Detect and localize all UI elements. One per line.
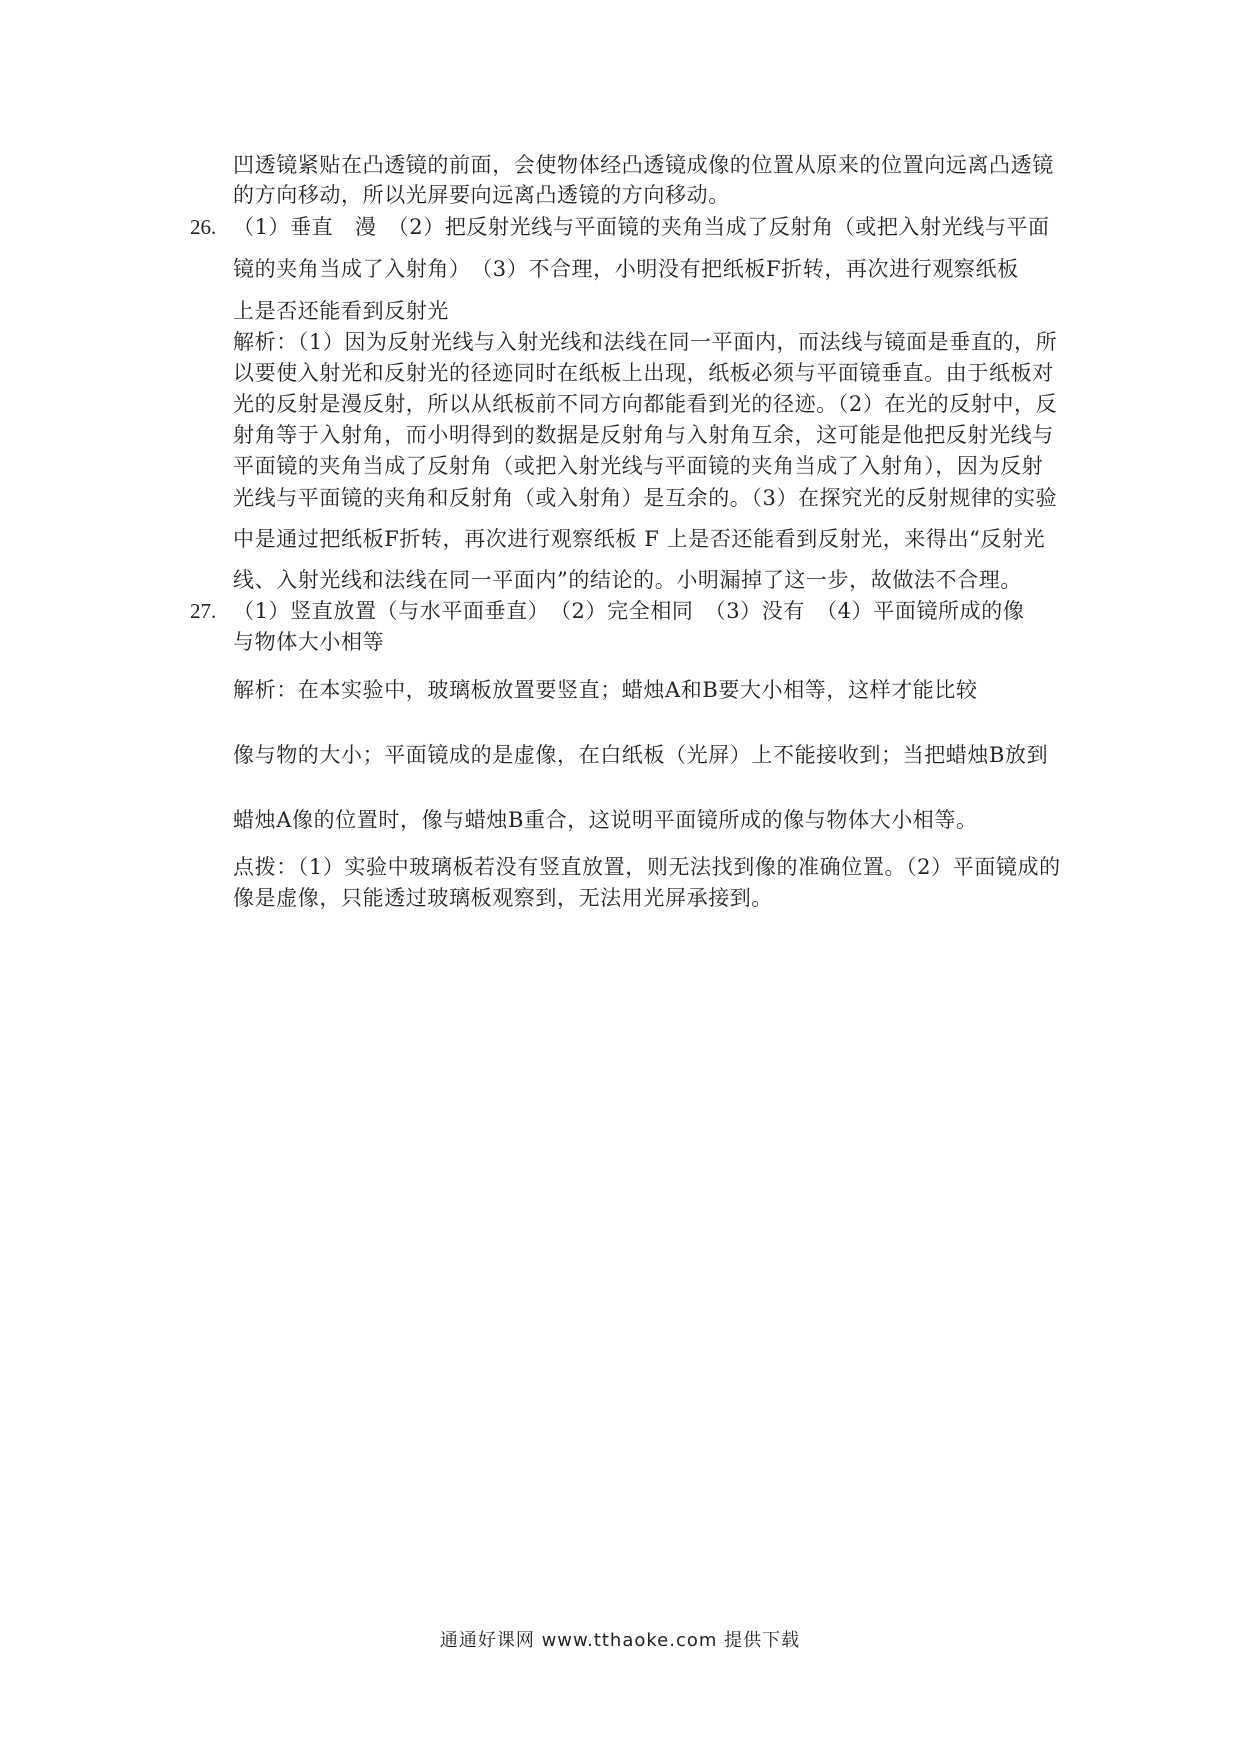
analysis-line: 射角等于入射角，而小明得到的数据是反射角与入射角互余，这可能是他把反射光线与: [233, 423, 1054, 447]
analysis-line: 平面镜的夹角当成了反射角（或把入射光线与平面镜的夹角当成了入射角），因为反射: [233, 454, 1044, 478]
answer-line: 上是否还能看到反射光: [233, 299, 449, 323]
question-number-27: 27.: [190, 599, 217, 623]
analysis-line: 光线与平面镜的夹角和反射角（或入射角）是互余的。（3）在探究光的反射规律的实验: [233, 486, 1058, 510]
answer-line: 与物体大小相等: [233, 630, 385, 654]
analysis-line: 解析：（1）因为反射光线与入射光线和法线在同一平面内，而法线与镜面是垂直的，所: [233, 330, 1058, 354]
analysis-line: 解析：在本实验中，玻璃板放置要竖直；蜡烛A和B要大小相等，这样才能比较: [233, 678, 978, 702]
analysis-line: 光的反射是漫反射，所以从纸板前不同方向都能看到光的径迹。（2）在光的反射中，反: [233, 392, 1058, 416]
tip-line: 点拨：（1）实验中玻璃板若没有竖直放置，则无法找到像的准确位置。（2）平面镜成的: [233, 855, 1061, 879]
tip-line: 像是虚像，只能透过玻璃板观察到，无法用光屏承接到。: [233, 886, 773, 910]
analysis-line: 线、入射光线和法线在同一平面内”的结论的。小明漏掉了这一步，故做法不合理。: [233, 568, 1022, 592]
answer-line: （1）垂直 漫 （2）把反射光线与平面镜的夹角当成了反射角（或把入射光线与平面: [233, 215, 1050, 239]
analysis-line: 蜡烛A像的位置时，像与蜡烛B重合，这说明平面镜所成的像与物体大小相等。: [233, 808, 978, 832]
page-footer: 通通好课网 www.tthaoke.com 提供下载: [439, 1630, 801, 1651]
question-number-26: 26.: [190, 215, 217, 239]
analysis-line: 以要使入射光和反射光的径迹同时在纸板上出现，纸板必须与平面镜垂直。由于纸板对: [233, 361, 1054, 385]
analysis-line: 像与物的大小；平面镜成的是虚像，在白纸板（光屏）上不能接收到；当把蜡烛B放到: [233, 743, 1049, 767]
answer-line: 镜的夹角当成了入射角） （3）不合理，小明没有把纸板F折转，再次进行观察纸板: [233, 257, 1019, 281]
text-line: 凹透镜紧贴在凸透镜的前面，会使物体经凸透镜成像的位置从原来的位置向远离凸透镜: [233, 153, 1054, 177]
analysis-line: 中是通过把纸板F折转，再次进行观察纸板 F 上是否还能看到反射光，来得出“反射光: [233, 527, 1046, 551]
answer-line: （1）竖直放置（与水平面垂直） （2）完全相同 （3）没有 （4）平面镜所成的像: [233, 599, 1025, 623]
text-line: 的方向移动，所以光屏要向远离凸透镜的方向移动。: [233, 183, 730, 207]
